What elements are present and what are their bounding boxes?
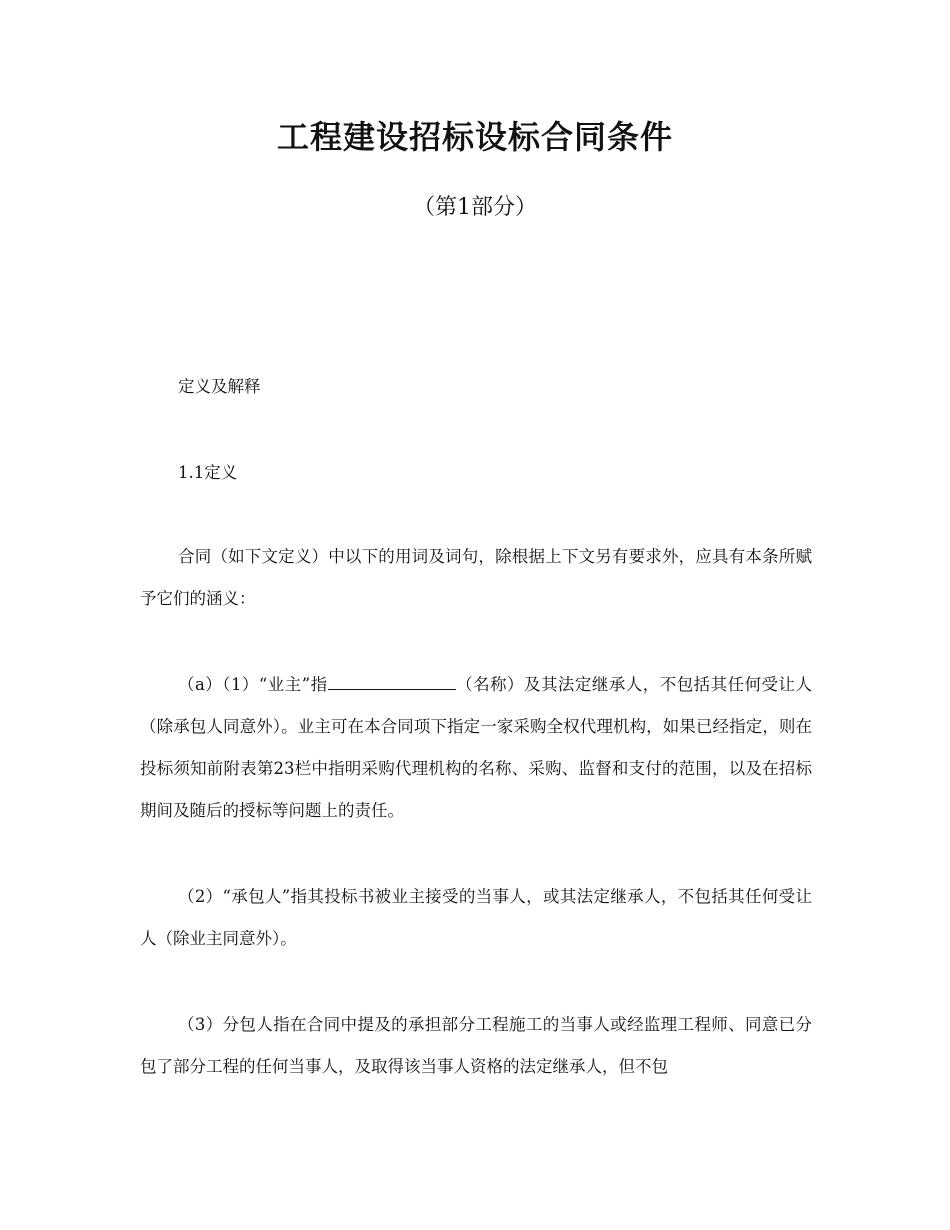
item-a-paragraph — [140, 664, 812, 832]
name-blank-line — [328, 669, 456, 690]
document-title: 工程建设招标设标合同条件 — [276, 118, 673, 156]
item-a-prefix: （a）（1）“业主”指 — [178, 675, 328, 694]
clause-heading: 1.1定义 — [178, 463, 238, 482]
document-subtitle: （第1部分） — [413, 195, 537, 220]
item-3-paragraph: （3）分包人指在合同中提及的承担部分工程施工的当事人或经监理工程师、同意已分包了部分工程的任何当事人，及取得该当事人资格的法定继承人，但不包 — [140, 1015, 812, 1076]
item-2-paragraph: （2）“承包人”指其投标书被业主接受的当事人，或其法定继承人，不包括其任何受让人（除业主同意外）。 — [140, 887, 812, 948]
section-heading: 定义及解释 — [178, 377, 261, 396]
item-a-suffix: （名称）及其法定继承人，不包括其任何受让人（除承包人同意外）。业主可在本合同项下指定一家采购全权代理机构，如果已经指定，则在投标须知前附表第23栏中指明采购代理机构的名称、采购、监督和支付的范围，以及在招标期间及随后的授标等问题上的责任。 — [140, 675, 812, 820]
intro-paragraph: 合同（如下文定义）中以下的用词及词句，除根据上下文另有要求外，应具有本条所赋予它们的涵义： — [140, 547, 812, 608]
